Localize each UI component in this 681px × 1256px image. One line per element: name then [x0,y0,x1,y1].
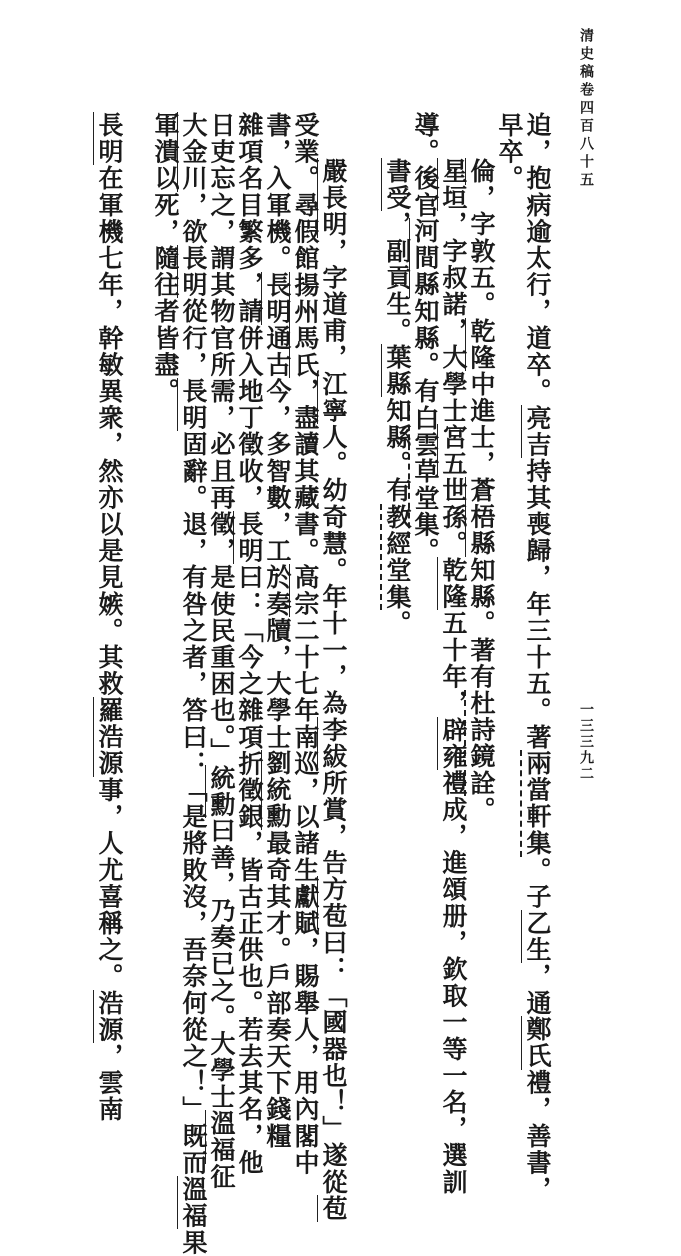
proper-name: 星垣 [439,158,468,212]
text-segment: 受業。尋假館 [291,112,320,272]
text-segment: 通古今，多智數，工於奏牘，大學士 [263,324,292,751]
text-segment: 軍潰以死，隨往者皆盡。 [151,112,180,405]
text-segment: 所賞，告 [319,769,348,877]
text-column [293,112,318,1176]
text-segment: 曰善，乃奏已之。大學士 [207,817,236,1111]
proper-name: 李紱 [319,716,348,770]
text-segment: 事，人尤喜稱之。 [95,777,124,990]
proper-name: 宮五 [439,424,468,478]
proper-name: 方苞 [319,876,348,930]
text-segment: ，欲 [179,191,208,246]
text-segment: 禮成，進頌册，欽取一等一名，選訓 [439,769,468,1196]
proper-name: 葉縣 [383,344,412,398]
book-title: 白雲草堂集 [408,405,440,538]
text-segment: ，字叔諾，大學士 [439,211,468,425]
proper-name: 長明 [179,245,208,299]
text-segment: 二十七年南巡，以諸生獻賦，賜舉人，用內閣中 [291,617,320,1177]
proper-name: 長明 [179,378,208,432]
text-segment: 從行， [179,298,208,379]
text-segment: 最奇其才。戶部奏天下錢糧 [263,830,292,1150]
proper-name: 劉統勳 [263,750,292,831]
text-segment: 。 [411,537,440,565]
text-segment: 迫，抱病逾太行，道卒。 [523,112,552,405]
text-column [209,112,234,1190]
text-segment: 日吏忘之，謂其物官所需，必且再徵，是使民重困也。」 [207,112,236,765]
text-column [525,112,550,1203]
text-segment: ，雲南 [95,1043,124,1123]
text-column [497,112,522,192]
text-segment: 征 [207,1163,236,1191]
text-segment: 。 [467,796,496,824]
text-column [265,112,290,1149]
text-segment: 人。幼奇慧。年十一，為 [319,424,348,717]
text-segment: 禮，善書， [523,1069,552,1203]
text-segment: 知縣。有 [383,397,412,504]
text-segment: 知縣。有 [411,298,440,405]
text-column [413,112,438,564]
text-segment: 在軍機七年，幹敏異衆，然亦以是見嫉。其救 [95,165,124,698]
proper-name: 蒼梧縣 [467,477,496,558]
proper-name: 溫福 [207,1110,236,1164]
book-title: 杜詩鏡詮 [464,690,496,796]
text-column [237,112,262,1176]
text-segment: 導。後官 [411,112,440,219]
proper-name: 乾隆 [439,557,468,611]
proper-name: 乾隆 [467,317,496,371]
proper-name: 大金川 [179,112,208,192]
proper-name: 嚴長明 [319,158,348,238]
proper-name: 浩源 [95,989,124,1044]
proper-name: 長明 [235,511,264,565]
text-column [385,158,410,637]
page-number: 一三三九二 [578,702,594,782]
text-segment: 書，入軍機。 [263,112,292,272]
text-column [181,112,206,1256]
text-segment: 固辭。退，有咎之者，答曰：「是將敗沒，吾奈何從之！」既而 [179,431,208,1177]
text-segment: 中進士， [467,370,496,478]
text-column [441,158,466,1195]
proper-name: 河間縣 [411,218,440,299]
proper-name: 書受 [383,158,412,212]
text-column [97,112,122,1123]
proper-name: 揚州馬氏 [291,271,320,379]
text-segment: 。 [383,610,412,637]
text-segment: ，通 [523,963,552,1017]
proper-name: 溫福 [179,1176,208,1230]
text-segment: 五十年， [439,610,468,717]
proper-name: 高宗 [291,564,320,618]
text-segment: 持其喪歸，年三十五。著 [523,457,552,751]
proper-name: 辟雍 [439,716,468,770]
text-segment: 。子 [523,856,552,911]
text-segment: 曰：「今之雜項折徵銀，皆古正供也。若去其名，他 [235,564,264,1177]
text-segment: ，盡讀其藏書。 [291,378,320,565]
proper-name: 長明 [95,112,124,166]
proper-name: 羅浩源 [95,697,124,778]
text-segment: 世孫。 [439,477,468,558]
proper-name: 統勳 [207,764,236,818]
proper-name: 乙生 [523,910,552,964]
text-column [469,158,494,823]
proper-name: 江寧 [319,370,348,425]
text-segment: 知縣。著有 [467,557,496,691]
text-segment: 雜項名目繁多，請併入地丁徵收， [235,112,264,511]
text-segment: 早卒。 [495,112,524,192]
text-segment: ，字敦五。 [467,184,496,318]
text-column [321,158,346,1222]
text-segment: ，副貢生。 [383,211,412,345]
text-segment: 果 [179,1229,208,1256]
book-title: 教經堂集 [380,504,412,610]
proper-name: 亮吉 [523,404,552,458]
proper-name: 倫 [467,158,496,185]
running-header: 清史稿卷四百八十五 [578,28,594,190]
proper-name: 長明 [263,271,292,325]
proper-name: 苞 [319,1195,348,1223]
text-column [153,112,178,405]
proper-name: 鄭氏 [523,1016,552,1070]
book-title: 兩當軒集 [520,750,552,856]
text-segment: 曰：「國器也！」遂從 [319,929,348,1196]
text-segment: ，字道甫， [319,237,348,371]
